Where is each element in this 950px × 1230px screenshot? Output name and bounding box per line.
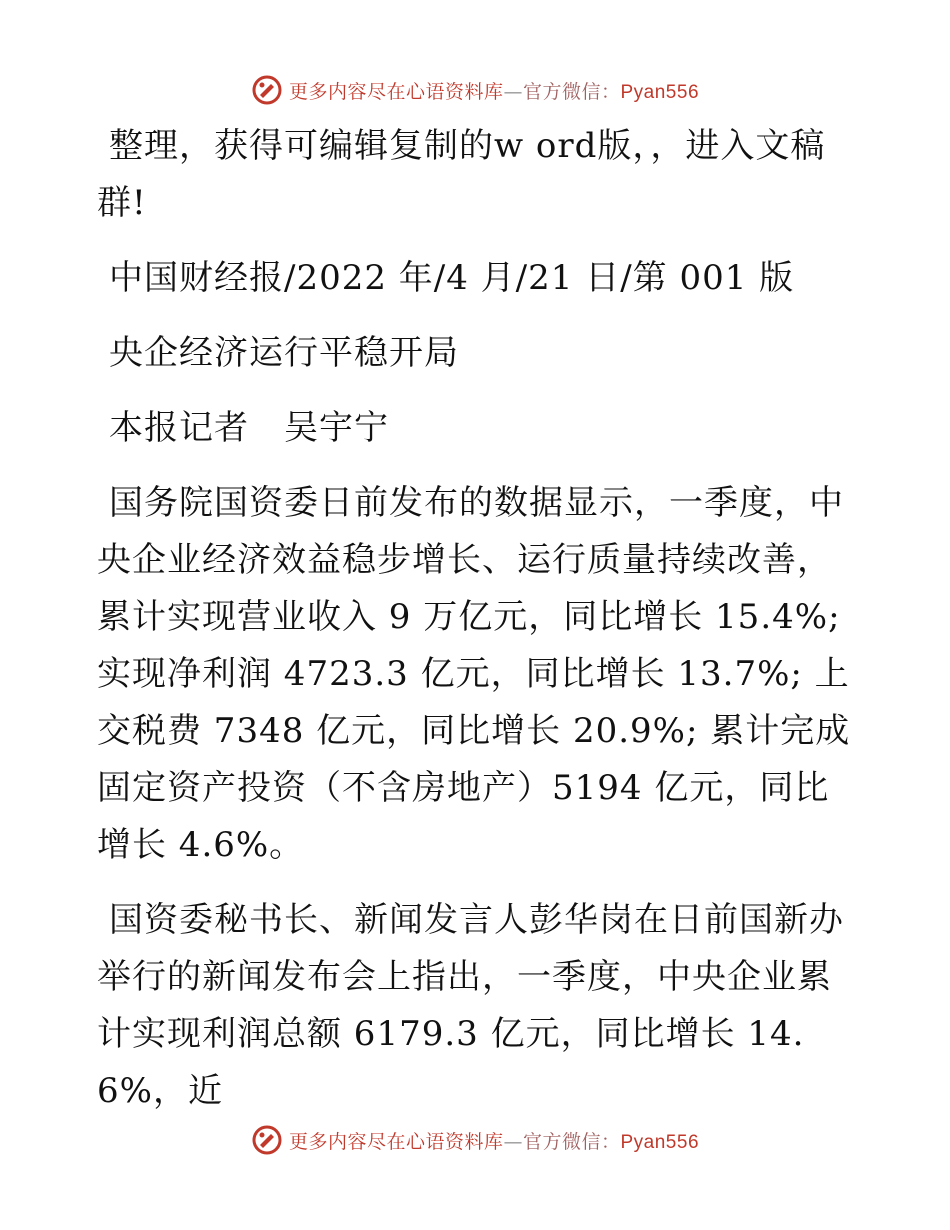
brand-logo-icon xyxy=(251,1124,283,1156)
watermark-label: 官方微信： xyxy=(522,1130,621,1153)
watermark-account: Pyan556 xyxy=(620,1131,700,1153)
page-header-watermark xyxy=(0,72,950,108)
paragraph-2: 国资委秘书长、新闻发言人彭华岗在日前国新办举行的新闻发布会上指出，一季度，中央企业累计实现利润总额 6179.3 亿元，同比增长 14.6%，近 xyxy=(97,900,844,1111)
watermark-separator: — xyxy=(503,80,523,103)
watermark-text xyxy=(289,1127,699,1154)
brand-logo-icon xyxy=(251,74,283,106)
article-title: 央企经济运行平稳开局 xyxy=(109,333,459,373)
watermark-main: 更多内容尽在心语资料库 xyxy=(288,1130,504,1153)
watermark-separator: — xyxy=(503,1130,523,1153)
watermark-account: Pyan556 xyxy=(620,81,700,103)
paragraph-1: 国务院国资委日前发布的数据显示，一季度，中央企业经济效益稳步增长、运行质量持续改善，累计实现营业收入 9 万亿元，同比增长 15.4%; 实现净利润 4723.3 亿元，同比增长 13.7%; 上交税费 7348 亿元，同比增长 20.9%; 累计完成固定资产投资（不含房地产）5194 亿元，同比增长 4.6%。 xyxy=(97,483,851,865)
watermark-main: 更多内容尽在心语资料库 xyxy=(288,80,504,103)
watermark-text xyxy=(289,77,699,104)
intro-paragraph: 整理，获得可编辑复制的w ord版，，进入文稿群! xyxy=(97,126,826,223)
byline: 本报记者 吴宇宁 xyxy=(109,408,389,448)
document-body xyxy=(97,118,857,1138)
watermark-label: 官方微信： xyxy=(522,80,621,103)
page-footer-watermark xyxy=(0,1122,950,1158)
source-line: 中国财经报/2022 年/4 月/21 日/第 001 版 xyxy=(109,258,795,298)
